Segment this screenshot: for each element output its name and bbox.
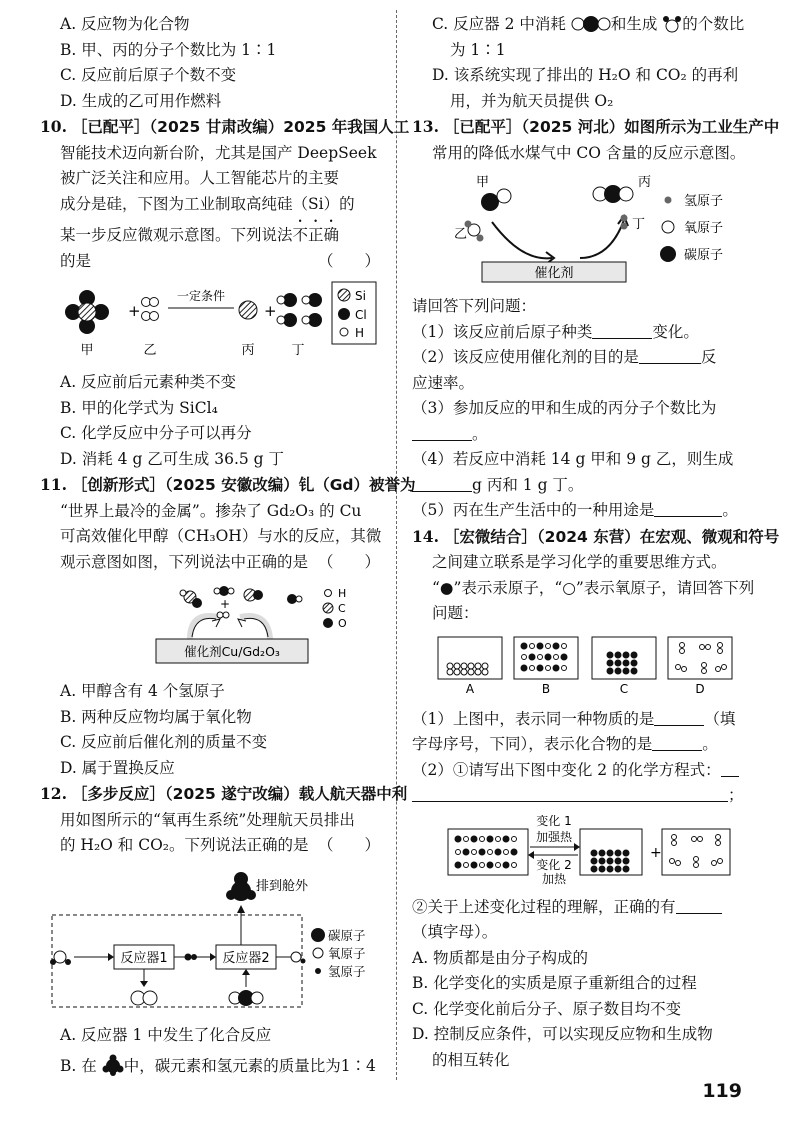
- q13-figure: [412, 172, 750, 288]
- q12-reactor-2-label: 反应器2: [222, 950, 270, 966]
- svg-text:+: +: [220, 597, 231, 611]
- q12-reactor-1-label: 反应器1: [120, 950, 168, 966]
- q14-change-diagram: [412, 815, 750, 885]
- q14-box-c: [592, 637, 656, 679]
- q10-label-bing: 丙: [241, 343, 255, 358]
- q10-molecule-bing: [239, 301, 257, 319]
- q11-legend: [323, 587, 347, 630]
- q13-blank-3[interactable]: [412, 425, 472, 441]
- q9-option-b: B. 甲、丙的分子个数比为 1∶1: [60, 40, 277, 59]
- q10-line: 的是: [60, 251, 92, 270]
- q13-sub3-end: 。: [472, 424, 488, 443]
- q14-figure-2: [412, 815, 750, 889]
- svg-text:C: C: [338, 602, 346, 615]
- q10-line: 某一步反应微观示意图。下列说法: [60, 226, 293, 244]
- q10-molecule-jia: [65, 290, 109, 334]
- q14-option-c: C. 化学变化前后分子、原子数目均不变: [412, 999, 682, 1018]
- q10-line: 成分是硅，下图为工业制取高纯硅（Si）的: [60, 194, 355, 213]
- q14-blank-5[interactable]: [676, 898, 722, 914]
- q14-number: 14.: [412, 526, 439, 546]
- q11-catalyst-label: 催化剂Cu/Gd₂O₃: [184, 644, 280, 659]
- q12-co2-in: [229, 990, 263, 1006]
- q14-option-d-cont: 的相互转化: [432, 1050, 510, 1069]
- q13-blank-5[interactable]: [654, 501, 722, 517]
- q11-option-d: D. 属于置换反应: [60, 758, 175, 777]
- q12-option-a: A. 反应器 1 中发生了化合反应: [60, 1025, 272, 1044]
- q12-option-c-text: 和生成: [610, 15, 658, 33]
- q14-sub1: （填: [704, 709, 736, 728]
- q12-h2o-out: [291, 952, 306, 964]
- q13-legend: [660, 194, 723, 263]
- q12-diagram: [40, 865, 380, 1013]
- q10-line: 被广泛关注和应用。人工智能芯片的主要: [60, 169, 340, 187]
- q12-number: 12.: [40, 784, 67, 803]
- q13-molecule-jia: [481, 189, 511, 211]
- q11-line: 观示意图如图，下列说法中正确的是: [60, 552, 309, 571]
- svg-text:+: +: [650, 844, 662, 861]
- q12-h2o-in: [50, 951, 71, 965]
- q12-option-d-cont: 用，并为航天员提供 O₂: [450, 91, 614, 110]
- q11-line: 可高效催化甲醇（CH₃OH）与水的反应，其微: [60, 527, 382, 545]
- q13-catalyst-label: 催化剂: [534, 266, 574, 281]
- q11-option-b: B. 两种反应物均属于氧化物: [60, 707, 252, 726]
- svg-text:Cl: Cl: [355, 308, 367, 322]
- question-14: [412, 524, 780, 1074]
- q14-sub1: （1）上图中，表示同一种物质的是: [412, 709, 655, 728]
- q12-o2-out: [131, 991, 157, 1005]
- left-column: [40, 12, 416, 1080]
- q11-option-c: C. 反应前后催化剂的质量不变: [60, 733, 268, 751]
- svg-text:H: H: [338, 587, 347, 600]
- q10-label-jia: 甲: [80, 343, 94, 358]
- q14-line: 问题：: [432, 604, 479, 622]
- q12-exhaust-label: 排到舱外: [256, 878, 309, 894]
- q14-line: “●”表示汞原子，“○”表示氧原子，请回答下列: [432, 578, 755, 597]
- q13-blank-4[interactable]: [412, 476, 472, 492]
- svg-text:+: +: [264, 302, 277, 320]
- q12-line: 用如图所示的“氧再生系统”处理航天员排出: [60, 810, 355, 829]
- q14-sub1: 字母序号，下同），表示化合物的是: [412, 735, 653, 753]
- q10-option-a: A. 反应前后元素种类不变: [60, 373, 237, 391]
- q9-option-d: D. 生成的乙可用作燃料: [60, 91, 222, 110]
- q13-intro: 请回答下列问题：: [412, 297, 537, 315]
- q13-label-jia: 甲: [476, 175, 490, 190]
- question-13: [412, 114, 780, 524]
- q11-figure: [40, 581, 380, 673]
- q14-box-hgo: [448, 829, 528, 875]
- q13-sub3: （3）参加反应的甲和生成的丙分子个数比为: [412, 399, 717, 417]
- q13-sub1: （1）该反应前后原子种类: [412, 322, 593, 341]
- q10-condition: 一定条件: [176, 289, 226, 303]
- q14-box-hg: [580, 829, 642, 875]
- q14-sub2: （2）①请写出下图中变化 2 的化学方程式：: [412, 760, 721, 779]
- q11-answer-paren: （ ）: [317, 552, 380, 571]
- q14-blank-3[interactable]: [721, 761, 739, 777]
- q13-label-yi: 乙: [454, 227, 468, 242]
- q13-molecule-yi: [465, 221, 484, 242]
- svg-text:碳原子: 碳原子: [684, 248, 724, 263]
- q13-tag: ［已配平］: [443, 118, 522, 136]
- q13-line: 常用的降低水煤气中 CO 含量的反应示意图。: [432, 143, 746, 162]
- q13-number: 13.: [412, 117, 439, 136]
- page-number: 119: [702, 1080, 742, 1102]
- q10-line: 智能技术迈向新台阶，尤其是国产 DeepSeek: [60, 143, 377, 162]
- question-10: [40, 114, 410, 472]
- right-column: [412, 12, 780, 1073]
- q10-figure: [40, 280, 380, 364]
- svg-text:H: H: [355, 326, 365, 340]
- q14-blank-2[interactable]: [652, 735, 702, 751]
- co2-molecule-icon: [571, 15, 611, 33]
- q10-diagram: [40, 280, 380, 360]
- q14-box-b: [514, 637, 578, 679]
- q14-box-a-label: A: [465, 681, 475, 696]
- q14-sub1: 。: [702, 735, 718, 753]
- svg-text:+: +: [128, 302, 141, 320]
- q12-line: 的 H₂O 和 CO₂。下列说法正确的是: [60, 836, 309, 854]
- q12-tag: ［多步反应］: [71, 785, 165, 803]
- q13-sub4: （4）若反应中消耗 14 g 甲和 9 g 乙，则生成: [412, 450, 734, 468]
- q10-tag: ［已配平］: [71, 118, 150, 136]
- q14-blank-1[interactable]: [654, 710, 704, 726]
- q13-sub5: 。: [722, 501, 738, 519]
- q11-line: “世界上最冷的金属”。掺杂了 Gd₂O₃ 的 Cu: [60, 501, 362, 520]
- q14-tag: ［宏微结合］: [443, 527, 537, 546]
- question-11: [40, 472, 416, 781]
- q14-line: 之间建立联系是学习化学的重要思维方式。: [432, 553, 727, 571]
- q10-label-yi: 乙: [143, 343, 157, 358]
- q10-option-c: C. 化学反应中分子可以再分: [60, 424, 252, 442]
- q14-change1-label: 变化 1: [536, 814, 572, 828]
- q12-option-c-cont: 为 1∶1: [450, 40, 506, 59]
- q11-option-a: A. 甲醇含有 4 个氢原子: [60, 682, 225, 700]
- q10-legend: [332, 282, 376, 344]
- q14-sub3: ②关于上述变化过程的理解，正确的有: [412, 897, 676, 916]
- q14-figure-1: [412, 633, 750, 701]
- svg-text:氧原子: 氧原子: [328, 945, 366, 961]
- q10-molecule-ding: [277, 293, 322, 327]
- q13-label-ding: 丁: [632, 217, 646, 232]
- q14-blank-4[interactable]: [412, 786, 728, 802]
- q14-box-c-label: C: [619, 681, 629, 696]
- q14-box-b-label: B: [541, 681, 551, 696]
- svg-text:氧原子: 氧原子: [684, 221, 724, 236]
- q13-sub5: （5）丙在生产生活中的一种用途是: [412, 501, 655, 519]
- methane-molecule-icon: [102, 1054, 124, 1076]
- q12-source: （2025 遂宁改编）载人航天器中利: [164, 785, 408, 803]
- q14-box-d-label: D: [695, 681, 705, 696]
- q10-label-ding: 丁: [291, 343, 305, 358]
- q12-option-b-text: 中，碳元素和氢元素的质量比为1∶4: [123, 1057, 376, 1075]
- svg-text:碳原子: 碳原子: [328, 927, 366, 943]
- q14-option-d: D. 控制反应条件，可以实现反应物和生成物: [412, 1025, 713, 1043]
- q13-diagram: [412, 172, 750, 284]
- column-divider: [396, 10, 397, 1080]
- q10-molecule-yi: [142, 298, 159, 321]
- q13-sub2: 反: [700, 348, 717, 366]
- q12-legend: [311, 928, 366, 979]
- q10-number: 10.: [40, 117, 67, 136]
- q11-source: （2025 安徽改编）钆（Gd）被誉为: [164, 476, 416, 494]
- q13-arrow-out: [580, 220, 624, 258]
- q13-sub2: （2）该反应使用催化剂的目的是: [412, 348, 639, 366]
- q14-box-o2: [662, 829, 730, 875]
- q12-figure: [40, 865, 380, 1017]
- svg-text:Si: Si: [355, 289, 366, 303]
- q9-option-a: A. 反应物为化合物: [60, 15, 190, 33]
- svg-text:O: O: [338, 617, 347, 630]
- svg-text:氢原子: 氢原子: [328, 963, 366, 979]
- q11-tag: ［创新形式］: [71, 476, 165, 494]
- q14-source: （2024 东营）在宏观、微观和符号: [536, 527, 780, 546]
- q14-option-b: B. 化学变化的实质是原子重新组合的过程: [412, 974, 697, 992]
- q14-sub2-end: ；: [728, 786, 744, 804]
- q14-box-a: [438, 637, 502, 679]
- q13-label-bing: 丙: [638, 175, 652, 190]
- q13-molecule-bing: [593, 185, 633, 203]
- q12-h2-molecule: [185, 954, 197, 960]
- q12-option-b-text: B. 在: [60, 1057, 97, 1075]
- q11-arrows: [190, 616, 270, 639]
- q10-option-b: B. 甲的化学式为 SiCl₄: [60, 398, 218, 417]
- q12-option-c-text: 的个数比: [682, 15, 745, 33]
- q12-option-d: D. 该系统实现了排出的 H₂O 和 CO₂ 的再利: [432, 66, 739, 84]
- q10-option-d: D. 消耗 4 g 乙可生成 36.5 g 丁: [60, 449, 285, 468]
- q13-sub2-cont: 应速率。: [412, 373, 475, 392]
- q10-source: （2025 甘肃改编）2025 年我国人工: [149, 118, 410, 136]
- q10-emphasis: 不正确: [292, 226, 340, 244]
- q12-exhaust-molecule: [226, 872, 256, 901]
- water-molecule-icon: [662, 15, 682, 33]
- q14-boxes-diagram: [412, 633, 750, 697]
- q12-option-c-text: C. 反应器 2 中消耗: [432, 15, 566, 33]
- q9-option-c: C. 反应前后原子个数不变: [60, 66, 237, 84]
- q11-diagram: [40, 581, 380, 669]
- q13-arrow-in: [492, 222, 552, 258]
- q14-heat-label: 加热: [541, 871, 567, 885]
- q11-number: 11.: [40, 475, 67, 494]
- q10-answer-paren: （ ）: [317, 251, 380, 270]
- q13-blank-1[interactable]: [592, 323, 652, 339]
- q13-blank-2[interactable]: [639, 348, 701, 364]
- q14-strong-heat-label: 加强热: [535, 829, 573, 844]
- question-12: [40, 781, 408, 1080]
- q14-option-a: A. 物质都是由分子构成的: [412, 948, 589, 967]
- q13-sub1: 变化。: [652, 322, 699, 341]
- q12-answer-paren: （ ）: [317, 836, 380, 854]
- svg-text:氢原子: 氢原子: [684, 194, 724, 209]
- q14-box-d: [668, 637, 732, 679]
- q13-sub4-cont: g 丙和 1 g 丁。: [472, 475, 584, 494]
- q14-change2-label: 变化 2: [536, 857, 572, 872]
- q13-source: （2025 河北）如图所示为工业生产中: [521, 118, 780, 136]
- q14-sub3-cont: （填字母）。: [412, 923, 498, 941]
- q11-molecules: [180, 586, 302, 618]
